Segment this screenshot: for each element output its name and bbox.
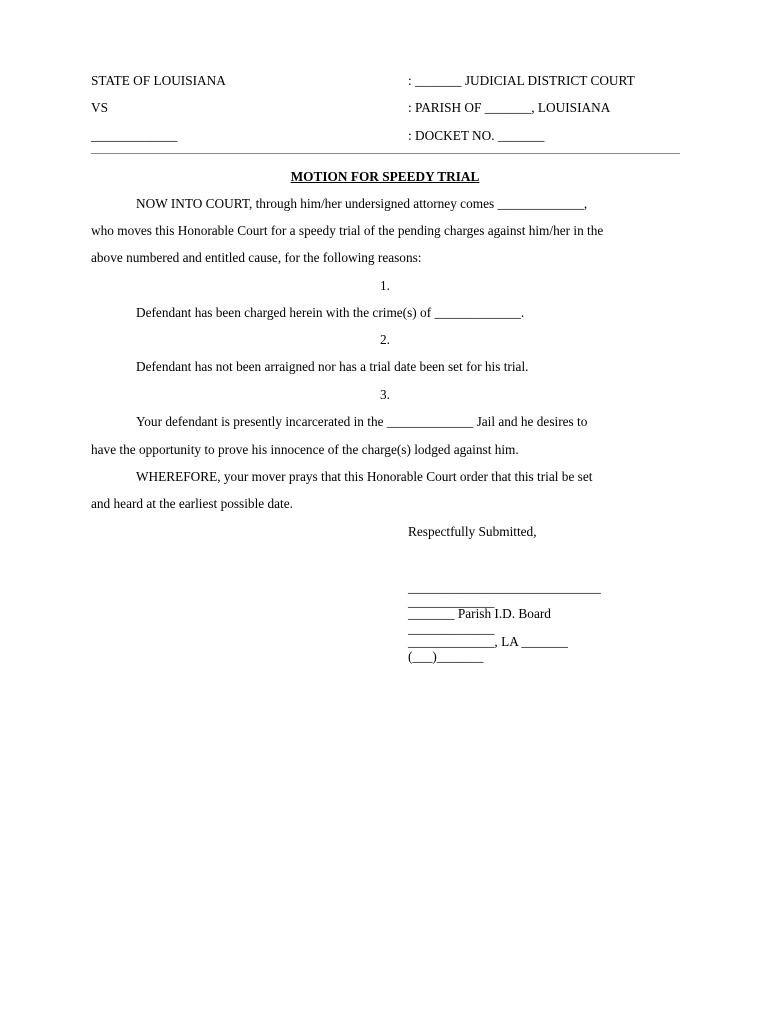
prayer-line-1: WHEREFORE, your mover prays that this Honorable Court order that this trial be set [136, 469, 593, 484]
prayer-line-2: and heard at the earliest possible date. [91, 496, 293, 511]
address-blank: _____________ [408, 621, 495, 636]
caption-vs: VS [91, 100, 108, 115]
caption-parish: : PARISH OF _______, LOUISIANA [408, 100, 611, 115]
item-text: Your defendant is presently incarcerated in the _____________ Jail and he desires to [136, 414, 588, 429]
intro-line-3: above numbered and entitled cause, for the following reasons: [91, 250, 422, 265]
intro-line-2: who moves this Honorable Court for a speedy trial of the pending charges against him/her in the [91, 223, 604, 238]
caption-court: : _______ JUDICIAL DISTRICT COURT [408, 73, 635, 88]
document-title: MOTION FOR SPEEDY TRIAL [290, 169, 480, 184]
caption-defendant-blank: _____________ [91, 128, 178, 143]
item-text: Defendant has not been arraigned nor has a trial date been set for his trial. [136, 359, 529, 374]
item-number: 2. [380, 332, 390, 347]
item-number: 1. [380, 278, 390, 293]
item-number: 3. [380, 387, 390, 402]
caption-state: STATE OF LOUISIANA [91, 73, 226, 88]
caption-divider [91, 153, 680, 154]
intro-line-1: NOW INTO COURT, through him/her undersigned attorney comes _____________, [136, 196, 588, 211]
closing: Respectfully Submitted, [408, 524, 537, 539]
attorney-office: _______ Parish I.D. Board [408, 606, 551, 621]
signature-line: _____________________________ [408, 580, 601, 595]
item-text-continued: have the opportunity to prove his innocence of the charge(s) lodged against him. [91, 442, 519, 457]
city-state-zip: _____________, LA _______ [408, 634, 568, 649]
caption-docket: : DOCKET NO. _______ [408, 128, 545, 143]
attorney-name-blank: _____________ [408, 594, 495, 609]
phone-number: (___)_______ [408, 649, 484, 664]
item-text: Defendant has been charged herein with the crime(s) of _____________. [136, 305, 525, 320]
